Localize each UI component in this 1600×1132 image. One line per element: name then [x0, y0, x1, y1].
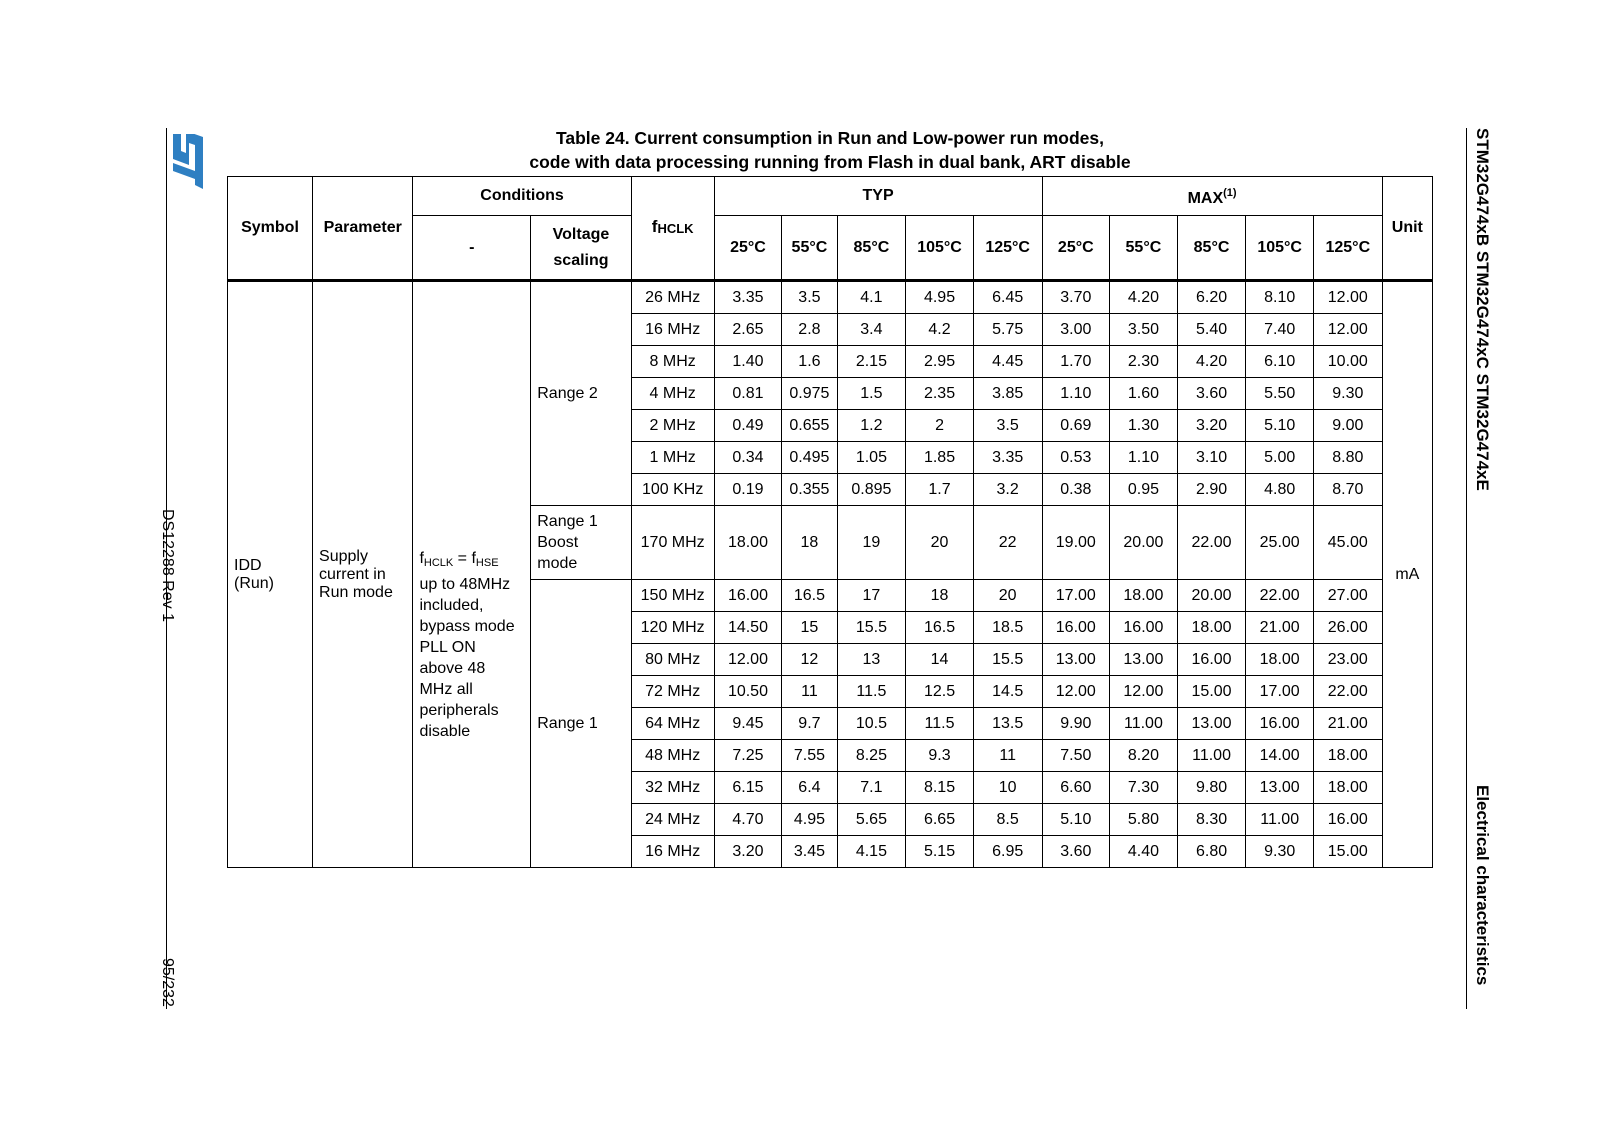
typ-cell: 18	[782, 506, 837, 580]
typ-cell: 3.4	[837, 314, 906, 346]
freq-cell: 150 MHz	[631, 580, 714, 612]
typ-cell: 4.1	[837, 281, 906, 314]
header-typ-temp: 105°C	[906, 216, 974, 281]
max-cell: 5.80	[1110, 804, 1178, 836]
typ-cell: 0.655	[782, 410, 837, 442]
typ-cell: 11	[973, 740, 1042, 772]
freq-cell: 16 MHz	[631, 314, 714, 346]
freq-cell: 100 KHz	[631, 474, 714, 506]
max-cell: 7.30	[1110, 772, 1178, 804]
doc-id: DS12288 Rev 1	[159, 509, 176, 622]
freq-cell: 120 MHz	[631, 612, 714, 644]
max-cell: 9.00	[1313, 410, 1382, 442]
max-cell: 13.00	[1110, 644, 1178, 676]
header-conditions-dash: -	[413, 216, 531, 281]
max-cell: 15.00	[1313, 836, 1382, 868]
range2-cell: Range 2	[531, 281, 631, 506]
max-cell: 4.20	[1110, 281, 1178, 314]
max-cell: 22.00	[1313, 676, 1382, 708]
max-cell: 8.70	[1313, 474, 1382, 506]
condition-cell: $f_{HCLK} = f_{HSE}$ up to 48MHz included, bypass mode PLL ON above 48 MHz all peripherals disable	[413, 281, 531, 868]
max-cell: 20.00	[1177, 580, 1246, 612]
max-cell: 3.60	[1177, 378, 1246, 410]
typ-cell: 4.70	[714, 804, 782, 836]
typ-cell: 6.95	[973, 836, 1042, 868]
typ-cell: 8.5	[973, 804, 1042, 836]
header-max-temp: 55°C	[1110, 216, 1178, 281]
freq-cell: 4 MHz	[631, 378, 714, 410]
max-cell: 3.10	[1177, 442, 1246, 474]
typ-cell: 2.95	[906, 346, 974, 378]
typ-cell: 0.975	[782, 378, 837, 410]
max-cell: 18.00	[1110, 580, 1178, 612]
max-cell: 9.30	[1313, 378, 1382, 410]
max-cell: 11.00	[1177, 740, 1246, 772]
typ-cell: 7.25	[714, 740, 782, 772]
typ-cell: 10.50	[714, 676, 782, 708]
typ-cell: 14.5	[973, 676, 1042, 708]
typ-cell: 18	[906, 580, 974, 612]
max-cell: 3.00	[1042, 314, 1110, 346]
max-cell: 13.00	[1177, 708, 1246, 740]
typ-cell: 1.5	[837, 378, 906, 410]
freq-cell: 64 MHz	[631, 708, 714, 740]
max-cell: 1.10	[1042, 378, 1110, 410]
max-cell: 13.00	[1042, 644, 1110, 676]
max-cell: 12.00	[1313, 314, 1382, 346]
header-max-temp: 85°C	[1177, 216, 1246, 281]
table-row	[228, 281, 1433, 314]
typ-cell: 0.495	[782, 442, 837, 474]
max-cell: 18.00	[1313, 740, 1382, 772]
typ-cell: 1.40	[714, 346, 782, 378]
caption-line-2: code with data processing running from Flash in dual bank, ART disable	[529, 152, 1131, 172]
freq-cell: 16 MHz	[631, 836, 714, 868]
max-cell: 2.30	[1110, 346, 1178, 378]
typ-cell: 16.5	[906, 612, 974, 644]
typ-cell: 4.95	[906, 281, 974, 314]
typ-cell: 5.75	[973, 314, 1042, 346]
page-number: 95/232	[159, 958, 176, 1007]
typ-cell: 20	[973, 580, 1042, 612]
header-parameter: Parameter	[313, 177, 413, 281]
header-typ-temp: 125°C	[973, 216, 1042, 281]
freq-cell: 32 MHz	[631, 772, 714, 804]
max-cell: 6.10	[1246, 346, 1314, 378]
typ-cell: 8.15	[906, 772, 974, 804]
header-symbol: Symbol	[228, 177, 313, 281]
typ-cell: 22	[973, 506, 1042, 580]
max-cell: 0.69	[1042, 410, 1110, 442]
header-max-temp: 125°C	[1313, 216, 1382, 281]
max-cell: 12.00	[1042, 676, 1110, 708]
typ-cell: 17	[837, 580, 906, 612]
typ-cell: 11	[782, 676, 837, 708]
max-cell: 8.20	[1110, 740, 1178, 772]
parameter-cell: Supply current in Run mode	[313, 281, 413, 868]
part-numbers: STM32G474xB STM32G474xC STM32G474xE	[1473, 128, 1492, 491]
typ-cell: 10.5	[837, 708, 906, 740]
header-unit: Unit	[1382, 177, 1432, 281]
typ-cell: 6.45	[973, 281, 1042, 314]
max-cell: 22.00	[1177, 506, 1246, 580]
typ-cell: 10	[973, 772, 1042, 804]
typ-cell: 3.20	[714, 836, 782, 868]
typ-cell: 9.7	[782, 708, 837, 740]
max-cell: 4.40	[1110, 836, 1178, 868]
typ-cell: 3.45	[782, 836, 837, 868]
typ-cell: 6.15	[714, 772, 782, 804]
max-cell: 3.50	[1110, 314, 1178, 346]
max-cell: 18.00	[1177, 612, 1246, 644]
typ-cell: 2	[906, 410, 974, 442]
header-max: MAX$^{(1)}$	[1042, 177, 1382, 216]
max-cell: 5.40	[1177, 314, 1246, 346]
right-margin-rule	[1466, 128, 1467, 1009]
max-cell: 8.10	[1246, 281, 1314, 314]
header-typ-temp: 25°C	[714, 216, 782, 281]
max-cell: 1.60	[1110, 378, 1178, 410]
typ-cell: 8.25	[837, 740, 906, 772]
typ-cell: 9.45	[714, 708, 782, 740]
section-title: Electrical characteristics	[1473, 785, 1492, 986]
max-cell: 5.00	[1246, 442, 1314, 474]
typ-cell: 3.35	[973, 442, 1042, 474]
max-cell: 0.53	[1042, 442, 1110, 474]
typ-cell: 2.35	[906, 378, 974, 410]
max-cell: 10.00	[1313, 346, 1382, 378]
max-cell: 45.00	[1313, 506, 1382, 580]
max-cell: 27.00	[1313, 580, 1382, 612]
typ-cell: 3.85	[973, 378, 1042, 410]
typ-cell: 18.00	[714, 506, 782, 580]
typ-cell: 1.2	[837, 410, 906, 442]
typ-cell: 9.3	[906, 740, 974, 772]
max-cell: 5.10	[1246, 410, 1314, 442]
max-cell: 13.00	[1246, 772, 1314, 804]
typ-cell: 13.5	[973, 708, 1042, 740]
max-cell: 6.20	[1177, 281, 1246, 314]
max-cell: 21.00	[1313, 708, 1382, 740]
freq-cell: 24 MHz	[631, 804, 714, 836]
max-cell: 1.30	[1110, 410, 1178, 442]
typ-cell: 6.4	[782, 772, 837, 804]
max-cell: 4.20	[1177, 346, 1246, 378]
max-cell: 16.00	[1177, 644, 1246, 676]
typ-cell: 15.5	[973, 644, 1042, 676]
unit-cell: mA	[1382, 281, 1432, 868]
max-cell: 26.00	[1313, 612, 1382, 644]
max-cell: 9.30	[1246, 836, 1314, 868]
max-cell: 9.90	[1042, 708, 1110, 740]
max-cell: 16.00	[1246, 708, 1314, 740]
typ-cell: 1.6	[782, 346, 837, 378]
max-cell: 22.00	[1246, 580, 1314, 612]
freq-cell: 170 MHz	[631, 506, 714, 580]
typ-cell: 16.5	[782, 580, 837, 612]
typ-cell: 0.34	[714, 442, 782, 474]
range1-boost-cell: Range 1 Boost mode	[531, 506, 631, 580]
header-typ: TYP	[714, 177, 1042, 216]
max-cell: 19.00	[1042, 506, 1110, 580]
max-cell: 9.80	[1177, 772, 1246, 804]
freq-cell: 8 MHz	[631, 346, 714, 378]
max-cell: 3.60	[1042, 836, 1110, 868]
max-cell: 1.70	[1042, 346, 1110, 378]
typ-cell: 2.15	[837, 346, 906, 378]
typ-cell: 3.5	[973, 410, 1042, 442]
max-cell: 14.00	[1246, 740, 1314, 772]
header-voltage-scaling: Voltage scaling	[531, 216, 631, 281]
typ-cell: 11.5	[837, 676, 906, 708]
typ-cell: 0.19	[714, 474, 782, 506]
range1-cell: Range 1	[531, 580, 631, 868]
freq-cell: 1 MHz	[631, 442, 714, 474]
freq-cell: 48 MHz	[631, 740, 714, 772]
freq-cell: 80 MHz	[631, 644, 714, 676]
typ-cell: 14	[906, 644, 974, 676]
typ-cell: 0.81	[714, 378, 782, 410]
max-cell: 15.00	[1177, 676, 1246, 708]
header-conditions: Conditions	[413, 177, 631, 216]
typ-cell: 14.50	[714, 612, 782, 644]
max-cell: 25.00	[1246, 506, 1314, 580]
typ-cell: 5.65	[837, 804, 906, 836]
typ-cell: 6.65	[906, 804, 974, 836]
typ-cell: 0.895	[837, 474, 906, 506]
max-cell: 23.00	[1313, 644, 1382, 676]
max-cell: 1.10	[1110, 442, 1178, 474]
typ-cell: 20	[906, 506, 974, 580]
typ-cell: 2.8	[782, 314, 837, 346]
typ-cell: 1.7	[906, 474, 974, 506]
max-cell: 2.90	[1177, 474, 1246, 506]
max-cell: 16.00	[1110, 612, 1178, 644]
typ-cell: 7.1	[837, 772, 906, 804]
freq-cell: 72 MHz	[631, 676, 714, 708]
max-cell: 4.80	[1246, 474, 1314, 506]
max-cell: 8.30	[1177, 804, 1246, 836]
typ-cell: 4.95	[782, 804, 837, 836]
current-consumption-table	[227, 176, 1433, 868]
max-cell: 18.00	[1246, 644, 1314, 676]
typ-cell: 11.5	[906, 708, 974, 740]
st-logo-icon	[168, 134, 208, 192]
max-cell: 12.00	[1110, 676, 1178, 708]
typ-cell: 4.45	[973, 346, 1042, 378]
max-cell: 0.38	[1042, 474, 1110, 506]
typ-cell: 4.2	[906, 314, 974, 346]
max-cell: 17.00	[1246, 676, 1314, 708]
typ-cell: 19	[837, 506, 906, 580]
header-typ-temp: 55°C	[782, 216, 837, 281]
max-cell: 11.00	[1246, 804, 1314, 836]
max-cell: 16.00	[1313, 804, 1382, 836]
freq-cell: 26 MHz	[631, 281, 714, 314]
max-cell: 17.00	[1042, 580, 1110, 612]
typ-cell: 4.15	[837, 836, 906, 868]
max-cell: 6.60	[1042, 772, 1110, 804]
table-caption	[227, 126, 1433, 174]
typ-cell: 13	[837, 644, 906, 676]
typ-cell: 3.35	[714, 281, 782, 314]
freq-cell: 2 MHz	[631, 410, 714, 442]
typ-cell: 2.65	[714, 314, 782, 346]
max-cell: 7.40	[1246, 314, 1314, 346]
typ-cell: 3.5	[782, 281, 837, 314]
header-typ-temp: 85°C	[837, 216, 906, 281]
max-cell: 3.70	[1042, 281, 1110, 314]
typ-cell: 16.00	[714, 580, 782, 612]
typ-cell: 0.49	[714, 410, 782, 442]
max-cell: 6.80	[1177, 836, 1246, 868]
typ-cell: 1.85	[906, 442, 974, 474]
max-cell: 8.80	[1313, 442, 1382, 474]
typ-cell: 15.5	[837, 612, 906, 644]
max-cell: 5.50	[1246, 378, 1314, 410]
typ-cell: 5.15	[906, 836, 974, 868]
header-fhclk: fHCLK	[631, 177, 714, 281]
max-cell: 11.00	[1110, 708, 1178, 740]
typ-cell: 18.5	[973, 612, 1042, 644]
max-cell: 20.00	[1110, 506, 1178, 580]
typ-cell: 7.55	[782, 740, 837, 772]
max-cell: 0.95	[1110, 474, 1178, 506]
max-cell: 18.00	[1313, 772, 1382, 804]
typ-cell: 12.00	[714, 644, 782, 676]
max-cell: 16.00	[1042, 612, 1110, 644]
max-cell: 12.00	[1313, 281, 1382, 314]
max-cell: 7.50	[1042, 740, 1110, 772]
max-cell: 5.10	[1042, 804, 1110, 836]
typ-cell: 15	[782, 612, 837, 644]
max-cell: 21.00	[1246, 612, 1314, 644]
typ-cell: 3.2	[973, 474, 1042, 506]
table-body	[228, 281, 1433, 868]
symbol-cell: IDD (Run)	[228, 281, 313, 868]
max-cell: 3.20	[1177, 410, 1246, 442]
typ-cell: 12.5	[906, 676, 974, 708]
header-max-temp: 105°C	[1246, 216, 1314, 281]
caption-line-1: Table 24. Current consumption in Run and Low-power run modes,	[555, 128, 1105, 148]
typ-cell: 0.355	[782, 474, 837, 506]
typ-cell: 1.05	[837, 442, 906, 474]
typ-cell: 12	[782, 644, 837, 676]
header-max-temp: 25°C	[1042, 216, 1110, 281]
